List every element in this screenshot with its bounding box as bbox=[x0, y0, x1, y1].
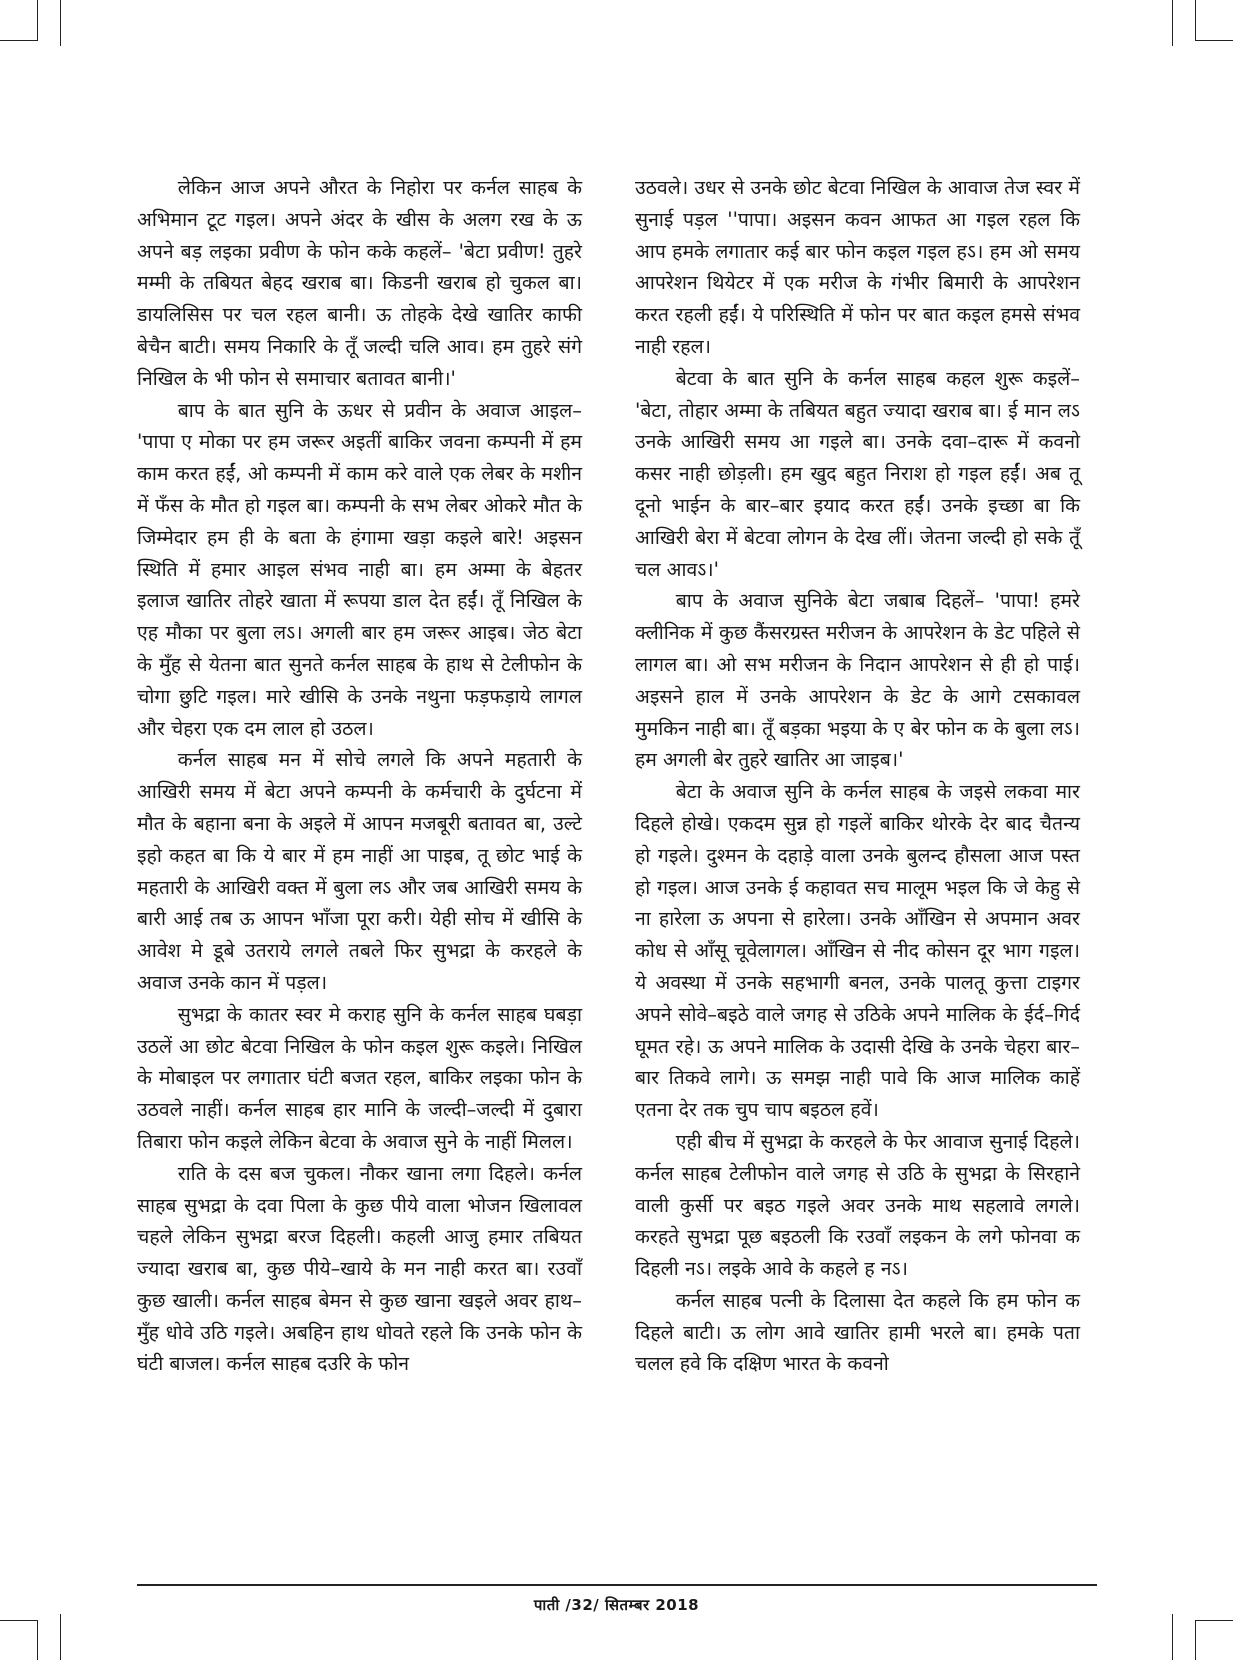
crop-mark bbox=[0, 1620, 38, 1621]
paragraph: बेटवा के बात सुनि के कर्नल साहब कहल शुरू कइलें– 'बेटा, तोहार अम्मा के तबियत बहुत ज्यादा खराब बा। ई मान लऽ उनके आखिरी समय आ गइले बा। उनके दवा–दारू में कवनो कसर नाही छोड़ली। हम खुद बहुत निराश हो गइल हईं। अब तू दूनो भाईन के बार–बार इयाद करत हईं। उनके इच्छा बा कि आखिरी बेरा में बेटवा लोगन के देख लीं। जेतना जल्दी हो सके तूँ चल आवऽ।' bbox=[635, 366, 1080, 581]
crop-mark bbox=[37, 0, 38, 40]
crop-mark bbox=[0, 40, 38, 41]
crop-mark bbox=[1172, 1614, 1173, 1660]
crop-mark bbox=[1195, 1620, 1196, 1660]
paragraph: सुभद्रा के कातर स्वर मे कराह सुनि के कर्नल साहब घबड़ा उठलें आ छोट बेटवा निखिल के फोन कइल शुरू कइले। निखिल के मोबाइल पर लगातार घंटी बजत रहल, बाकिर लइका फोन के उठवले नाहीं। कर्नल साहब हार मानि के जल्दी–जल्दी में दुबारा तिबारा फोन कइले लेकिन बेटवा के अवाज सुने के नाहीं मिलल। bbox=[137, 1002, 582, 1153]
paragraph: राति के दस बज चुकल। नौकर खाना लगा दिहले। कर्नल साहब सुभद्रा के दवा पिला के कुछ पीये वाला भोजन खिलावल चहले लेकिन सुभद्रा बरज दिहली। कहली आजु हमार तबियत ज्यादा खराब बा, कुछ पीये–खाये के मन नाही करत बा। रउवाँ कुछ खाली। कर्नल साहब बेमन से कुछ खाना खइले अवर हाथ–मुँह धोवे उठि गइले। अबहिन हाथ धोवते रहले कि उनके फोन के घंटी बाजल। कर्नल साहब दउरि के फोन bbox=[137, 1161, 582, 1376]
page-footer: पाती /32/ सितम्बर 2018 bbox=[533, 1596, 700, 1614]
paragraph: लेकिन आज अपने औरत के निहोरा पर कर्नल साहब के अभिमान टूट गइल। अपने अंदर के खीस के अलग रख के ऊ अपने बड़ लइका प्रवीण के फोन कके कहलें– 'बेटा प्रवीण! तुहरे मम्मी के तबियत बेहद खराब बा। किडनी खराब हो चुकल बा। डायलिसिस पर चल रहल बानी। ऊ तोहके देखे खातिर काफी बेचैन बाटी। समय निकारि के तूँ जल्दी चलि आव। हम तुहरे संगे निखिल के भी फोन से समाचार बतावत बानी।' bbox=[137, 176, 582, 390]
crop-mark bbox=[60, 1614, 61, 1660]
paragraph: बाप के बात सुनि के ऊधर से प्रवीन के अवाज आइल– 'पापा ए मोका पर हम जरूर अइतीं बाकिर जवना कम्पनी में हम काम करत हईं, ओ कम्पनी में काम करे वाले एक लेबर के मशीन में फँस के मौत हो गइल बा। कम्पनी के सभ लेबर ओकरे मौत के जिम्मेदार हम ही के बता के हंगामा खड़ा कइले बारे! अइसन स्थिति में हमार आइल संभव नाही बा। हम अम्मा के बेहतर इलाज खातिर तोहरे खाता में रूपया डाल देत हईं। तूँ निखिल के एह मौका पर बुला लऽ। अगली बार हम जरूर आइब। जेठ बेटा के मुँह से येतना बात सुनते कर्नल साहब के हाथ से टेलीफोन के चोगा छुटि गइल। मारे खीसि के उनके नथुना फड़फड़ाये लागल और चेहरा एक दम लाल हो उठल। bbox=[137, 398, 582, 740]
paragraph: कर्नल साहब मन में सोचे लगले कि अपने महतारी के आखिरी समय में बेटा अपने कम्पनी के कर्मचारी के दुर्घटना में मौत के बहाना बना के अइले में आपन मजबूरी बतावत बा, उल्टे इहो कहत बा कि ये बार में हम नाहीं आ पाइब, तू छोट भाई के महतारी के आखिरी वक्त में बुला लऽ और जब आखिरी समय के बारी आई तब ऊ आपन भाँजा पूरा करी। येही सोच में खीसि के आवेश मे डूबे उतराये लगले तबले फिर सुभद्रा के करहले के अवाज उनके कान में पड़ल। bbox=[137, 748, 582, 994]
crop-mark bbox=[1195, 40, 1233, 41]
paragraph: एही बीच में सुभद्रा के करहले के फेर आवाज सुनाई दिहले। कर्नल साहब टेलीफोन वाले जगह से उठि के सुभद्रा के सिरहाने वाली कुर्सी पर बइठ गइले अवर उनके माथ सहलावे लगले। करहते सुभद्रा पूछ बइठली कि रउवाँ लइकन के लगे फोनवा क दिहली नऽ। लइके आवे के कहले ह नऽ। bbox=[635, 1129, 1080, 1281]
crop-mark bbox=[37, 1620, 38, 1660]
paragraph: कर्नल साहब पत्नी के दिलासा देत कहले कि हम फोन क दिहले बाटी। ऊ लोग आवे खातिर हामी भरले बा। हमके पता चलल हवे कि दक्षिण भारत के कवनो bbox=[635, 1288, 1080, 1376]
paragraph: उठवले। उधर से उनके छोट बेटवा निखिल के आवाज तेज स्वर में सुनाई पड़ल ''पापा। अइसन कवन आफत आ गइल रहल कि आप हमके लगातार कई बार फोन कइल गइल हऽ। हम ओ समय आपरेशन थियेटर में एक मरीज के गंभीर बिमारी के आपरेशन करत रहली हईं। ये परिस्थिति में फोन पर बात कइल हमसे संभव नाही रहल। bbox=[635, 176, 1080, 358]
paragraph: बाप के अवाज सुनिके बेटा जबाब दिहलें– 'पापा! हमरे क्लीनिक में कुछ कैंसरग्रस्त मरीजन के आपरेशन के डेट पहिले से लागल बा। ओ सभ मरीजन के निदान आपरेशन से ही हो पाई। अइसने हाल में उनके आपरेशन के डेट के आगे टसकावल मुमकिन नाही बा। तूँ बड़का भइया के ए बेर फोन क के बुला लऽ। हम अगली बेर तुहरे खातिर आ जाइब।' bbox=[635, 589, 1080, 772]
right-column bbox=[635, 172, 1080, 1380]
footer-rule bbox=[137, 1584, 1097, 1586]
crop-mark bbox=[1195, 0, 1196, 40]
crop-mark bbox=[1195, 1620, 1233, 1621]
paragraph: बेटा के अवाज सुनि के कर्नल साहब के जइसे लकवा मार दिहले होखे। एकदम सुन्न हो गइलें बाकिर थोरके देर बाद चैतन्य हो गइले। दुश्मन के दहाड़े वाला उनके बुलन्द हौसला आज पस्त हो गइल। आज उनके ई कहावत सच मालूम भइल कि जे केहु से ना हारेला ऊ अपना से हारेला। उनके आँखिन से अपमान अवर कोध से आँसू चूवेलागल। आँखिन से नीद कोसन दूर भाग गइल। ये अवस्था में उनके सहभागी बनल, उनके पालतू कुत्ता टाइगर अपने सोवे–बइठे वाले जगह से उठिके अपने मालिक के ईर्द–गिर्द घूमत रहे। ऊ अपने मालिक के उदासी देखि के उनके चेहरा बार–बार तिकवे लागे। ऊ समझ नाही पावे कि आज मालिक काहें एतना देर तक चुप चाप बइठल हवें। bbox=[635, 780, 1080, 1122]
crop-mark bbox=[60, 0, 61, 46]
left-column bbox=[137, 172, 582, 1380]
crop-mark bbox=[1172, 0, 1173, 46]
